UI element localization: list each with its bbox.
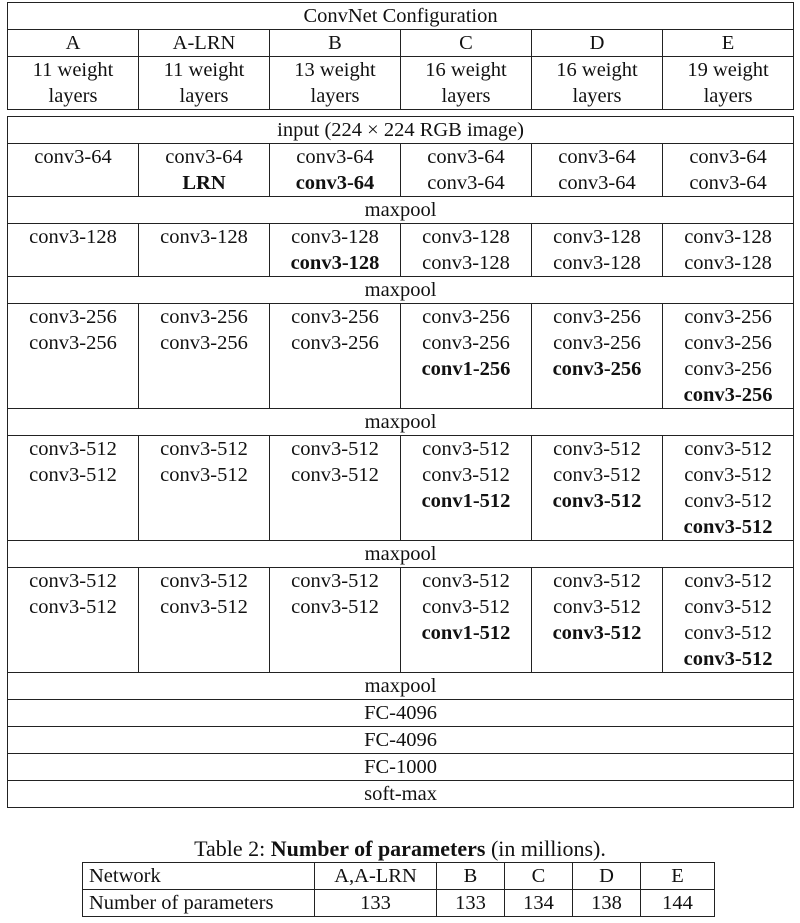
tail-layer: FC-4096 (8, 727, 794, 754)
layer-label: conv3-64 (296, 146, 374, 168)
layer-label: conv3-512 (291, 438, 379, 460)
conv-block-row (8, 224, 794, 277)
conv-block-cell (401, 224, 532, 277)
conv-block-cell (8, 436, 139, 541)
layer-label: conv3-512 (160, 570, 248, 592)
column-depth (401, 57, 532, 110)
depth-line: layers (310, 85, 360, 107)
tail-layer: soft-max (8, 781, 794, 808)
maxpool-layer-row (8, 197, 794, 224)
conv-block-row (8, 144, 794, 197)
input-layer: input (224 × 224 RGB image) (8, 117, 794, 144)
maxpool-layer: maxpool (8, 541, 794, 568)
maxpool-layer: maxpool (8, 277, 794, 304)
conv-block-cell (8, 568, 139, 673)
maxpool-layer-row (8, 277, 794, 304)
depth-line: 16 weight (556, 59, 638, 81)
conv-block-cell (532, 144, 663, 197)
layer-label: conv3-64 (558, 146, 636, 168)
layer-label: conv3-256 (291, 306, 379, 328)
conv-block-cell (532, 436, 663, 541)
conv-block-cell (532, 304, 663, 409)
layer-label: conv1-512 (421, 490, 511, 512)
layer-label: conv3-512 (684, 438, 772, 460)
layer-label: conv3-512 (553, 596, 641, 618)
tail-layer-row (8, 727, 794, 754)
layer-label: conv3-128 (684, 252, 772, 274)
conv-block-cell (663, 224, 794, 277)
layer-label: conv3-512 (29, 570, 117, 592)
depth-line: 13 weight (294, 59, 376, 81)
layer-label: conv3-256 (422, 306, 510, 328)
layer-label: conv3-512 (683, 516, 773, 538)
conv-block-cell (401, 436, 532, 541)
layer-label: conv3-512 (684, 596, 772, 618)
conv-block-cell (139, 144, 270, 197)
caption-suffix: (in millions). (485, 836, 606, 861)
layer-label: conv3-512 (291, 570, 379, 592)
conv-block-cell (270, 304, 401, 409)
input-layer-row (8, 117, 794, 144)
column-depth (270, 57, 401, 110)
parameters-value-cell: 133 (315, 890, 437, 917)
layer-label: conv3-512 (553, 464, 641, 486)
layer-label: conv3-512 (684, 464, 772, 486)
layer-label: conv1-512 (421, 622, 511, 644)
layer-label: conv3-512 (160, 464, 248, 486)
parameters-table (82, 862, 715, 917)
depth-line: layers (48, 85, 98, 107)
depth-line: 11 weight (163, 59, 245, 81)
parameters-value-row (83, 890, 715, 917)
conv-block-cell (270, 224, 401, 277)
maxpool-layer-row (8, 409, 794, 436)
layer-label: conv3-256 (683, 384, 773, 406)
section-divider (8, 110, 794, 117)
tail-layer: FC-1000 (8, 754, 794, 781)
layer-label: conv3-512 (684, 622, 772, 644)
conv-block-cell (663, 304, 794, 409)
conv-block-cell (270, 144, 401, 197)
parameters-value-cell: Number of parameters (83, 890, 315, 917)
table-caption (0, 836, 800, 862)
layer-label: conv3-128 (422, 226, 510, 248)
conv-block-cell (401, 144, 532, 197)
conv-block-cell (270, 436, 401, 541)
layer-label: conv3-64 (427, 146, 505, 168)
conv-block-cell (139, 568, 270, 673)
tail-layer-row (8, 673, 794, 700)
column-depth (663, 57, 794, 110)
layer-label: conv3-256 (684, 358, 772, 380)
column-depth (532, 57, 663, 110)
parameters-value-cell: 134 (505, 890, 573, 917)
layer-label: conv3-512 (422, 596, 510, 618)
layer-label: conv3-256 (291, 332, 379, 354)
layer-label: conv3-512 (160, 438, 248, 460)
layer-label: conv3-512 (291, 464, 379, 486)
caption-prefix: Table 2: (194, 836, 271, 861)
parameters-header-cell: E (641, 863, 715, 890)
conv-block-cell (532, 568, 663, 673)
parameters-header-cell: A,A-LRN (315, 863, 437, 890)
layer-label: conv1-256 (421, 358, 511, 380)
layer-label: conv3-64 (427, 172, 505, 194)
conv-block-cell (139, 224, 270, 277)
depth-line: layers (572, 85, 622, 107)
tail-layer: FC-4096 (8, 700, 794, 727)
layer-label: conv3-128 (553, 226, 641, 248)
conv-block-cell (663, 144, 794, 197)
maxpool-layer-row (8, 541, 794, 568)
parameters-header-cell: B (437, 863, 505, 890)
layer-label: conv3-512 (552, 490, 642, 512)
depth-line: layers (703, 85, 753, 107)
depth-line: layers (179, 85, 229, 107)
depth-line: 19 weight (687, 59, 769, 81)
parameters-header-cell: Network (83, 863, 315, 890)
tail-layer-row (8, 754, 794, 781)
layer-label: LRN (182, 172, 226, 194)
parameters-value-cell: 133 (437, 890, 505, 917)
conv-block-cell (270, 568, 401, 673)
column-name: E (663, 30, 794, 57)
layer-label: conv3-256 (553, 306, 641, 328)
parameters-value-cell: 144 (641, 890, 715, 917)
layer-label: conv3-256 (684, 306, 772, 328)
layer-label: conv3-128 (684, 226, 772, 248)
table-title-row (8, 3, 794, 30)
layer-label: conv3-512 (684, 490, 772, 512)
layer-label: conv3-512 (422, 464, 510, 486)
layer-label: conv3-128 (553, 252, 641, 274)
conv-block-row (8, 568, 794, 673)
parameters-header-row (83, 863, 715, 890)
column-name: A-LRN (139, 30, 270, 57)
layer-label: conv3-64 (165, 146, 243, 168)
parameters-header-cell: C (505, 863, 573, 890)
layer-label: conv3-128 (291, 226, 379, 248)
layer-label: conv3-512 (683, 648, 773, 670)
tail-layer-row (8, 700, 794, 727)
layer-label: conv3-64 (689, 172, 767, 194)
layer-label: conv3-128 (160, 226, 248, 248)
layer-label: conv3-64 (34, 146, 112, 168)
layer-label: conv3-64 (295, 172, 375, 194)
tail-layer-row (8, 781, 794, 808)
depth-line: layers (441, 85, 491, 107)
layer-label: conv3-64 (689, 146, 767, 168)
layer-label: conv3-512 (29, 438, 117, 460)
column-name: A (8, 30, 139, 57)
maxpool-layer: maxpool (8, 409, 794, 436)
layer-label: conv3-512 (552, 622, 642, 644)
conv-block-cell (401, 304, 532, 409)
column-depth-row (8, 57, 794, 110)
parameters-header-cell: D (573, 863, 641, 890)
layer-label: conv3-512 (160, 596, 248, 618)
layer-label: conv3-512 (422, 570, 510, 592)
layer-label: conv3-256 (29, 306, 117, 328)
section-divider-cell (8, 110, 794, 117)
layer-label: conv3-512 (422, 438, 510, 460)
tail-layer: maxpool (8, 673, 794, 700)
table-title: ConvNet Configuration (8, 3, 794, 30)
column-name: C (401, 30, 532, 57)
layer-label: conv3-512 (29, 464, 117, 486)
configuration-table-wrapper (7, 2, 793, 808)
layer-label: conv3-256 (29, 332, 117, 354)
depth-line: 11 weight (32, 59, 114, 81)
layer-label: conv3-512 (291, 596, 379, 618)
layer-label: conv3-128 (422, 252, 510, 274)
layer-label: conv3-256 (553, 332, 641, 354)
layer-label: conv3-512 (29, 596, 117, 618)
conv-block-row (8, 436, 794, 541)
conv-block-cell (139, 304, 270, 409)
conv-block-cell (532, 224, 663, 277)
layer-label: conv3-256 (160, 332, 248, 354)
layer-label: conv3-256 (684, 332, 772, 354)
layer-label: conv3-256 (422, 332, 510, 354)
caption-bold: Number of parameters (270, 836, 486, 861)
conv-block-cell (8, 224, 139, 277)
convnet-configuration-table (7, 2, 794, 808)
parameters-value-cell: 138 (573, 890, 641, 917)
layer-label: conv3-128 (290, 252, 380, 274)
column-name-row (8, 30, 794, 57)
layer-label: conv3-128 (29, 226, 117, 248)
conv-block-cell (8, 304, 139, 409)
conv-block-row (8, 304, 794, 409)
layer-label: conv3-512 (684, 570, 772, 592)
column-depth (8, 57, 139, 110)
conv-block-cell (663, 436, 794, 541)
maxpool-layer: maxpool (8, 197, 794, 224)
conv-block-cell (401, 568, 532, 673)
layer-label: conv3-512 (553, 570, 641, 592)
conv-block-cell (8, 144, 139, 197)
layer-label: conv3-256 (160, 306, 248, 328)
conv-block-cell (139, 436, 270, 541)
layer-label: conv3-256 (552, 358, 642, 380)
layer-label: conv3-512 (553, 438, 641, 460)
column-depth (139, 57, 270, 110)
column-name: D (532, 30, 663, 57)
depth-line: 16 weight (425, 59, 507, 81)
column-name: B (270, 30, 401, 57)
conv-block-cell (663, 568, 794, 673)
layer-label: conv3-64 (558, 172, 636, 194)
